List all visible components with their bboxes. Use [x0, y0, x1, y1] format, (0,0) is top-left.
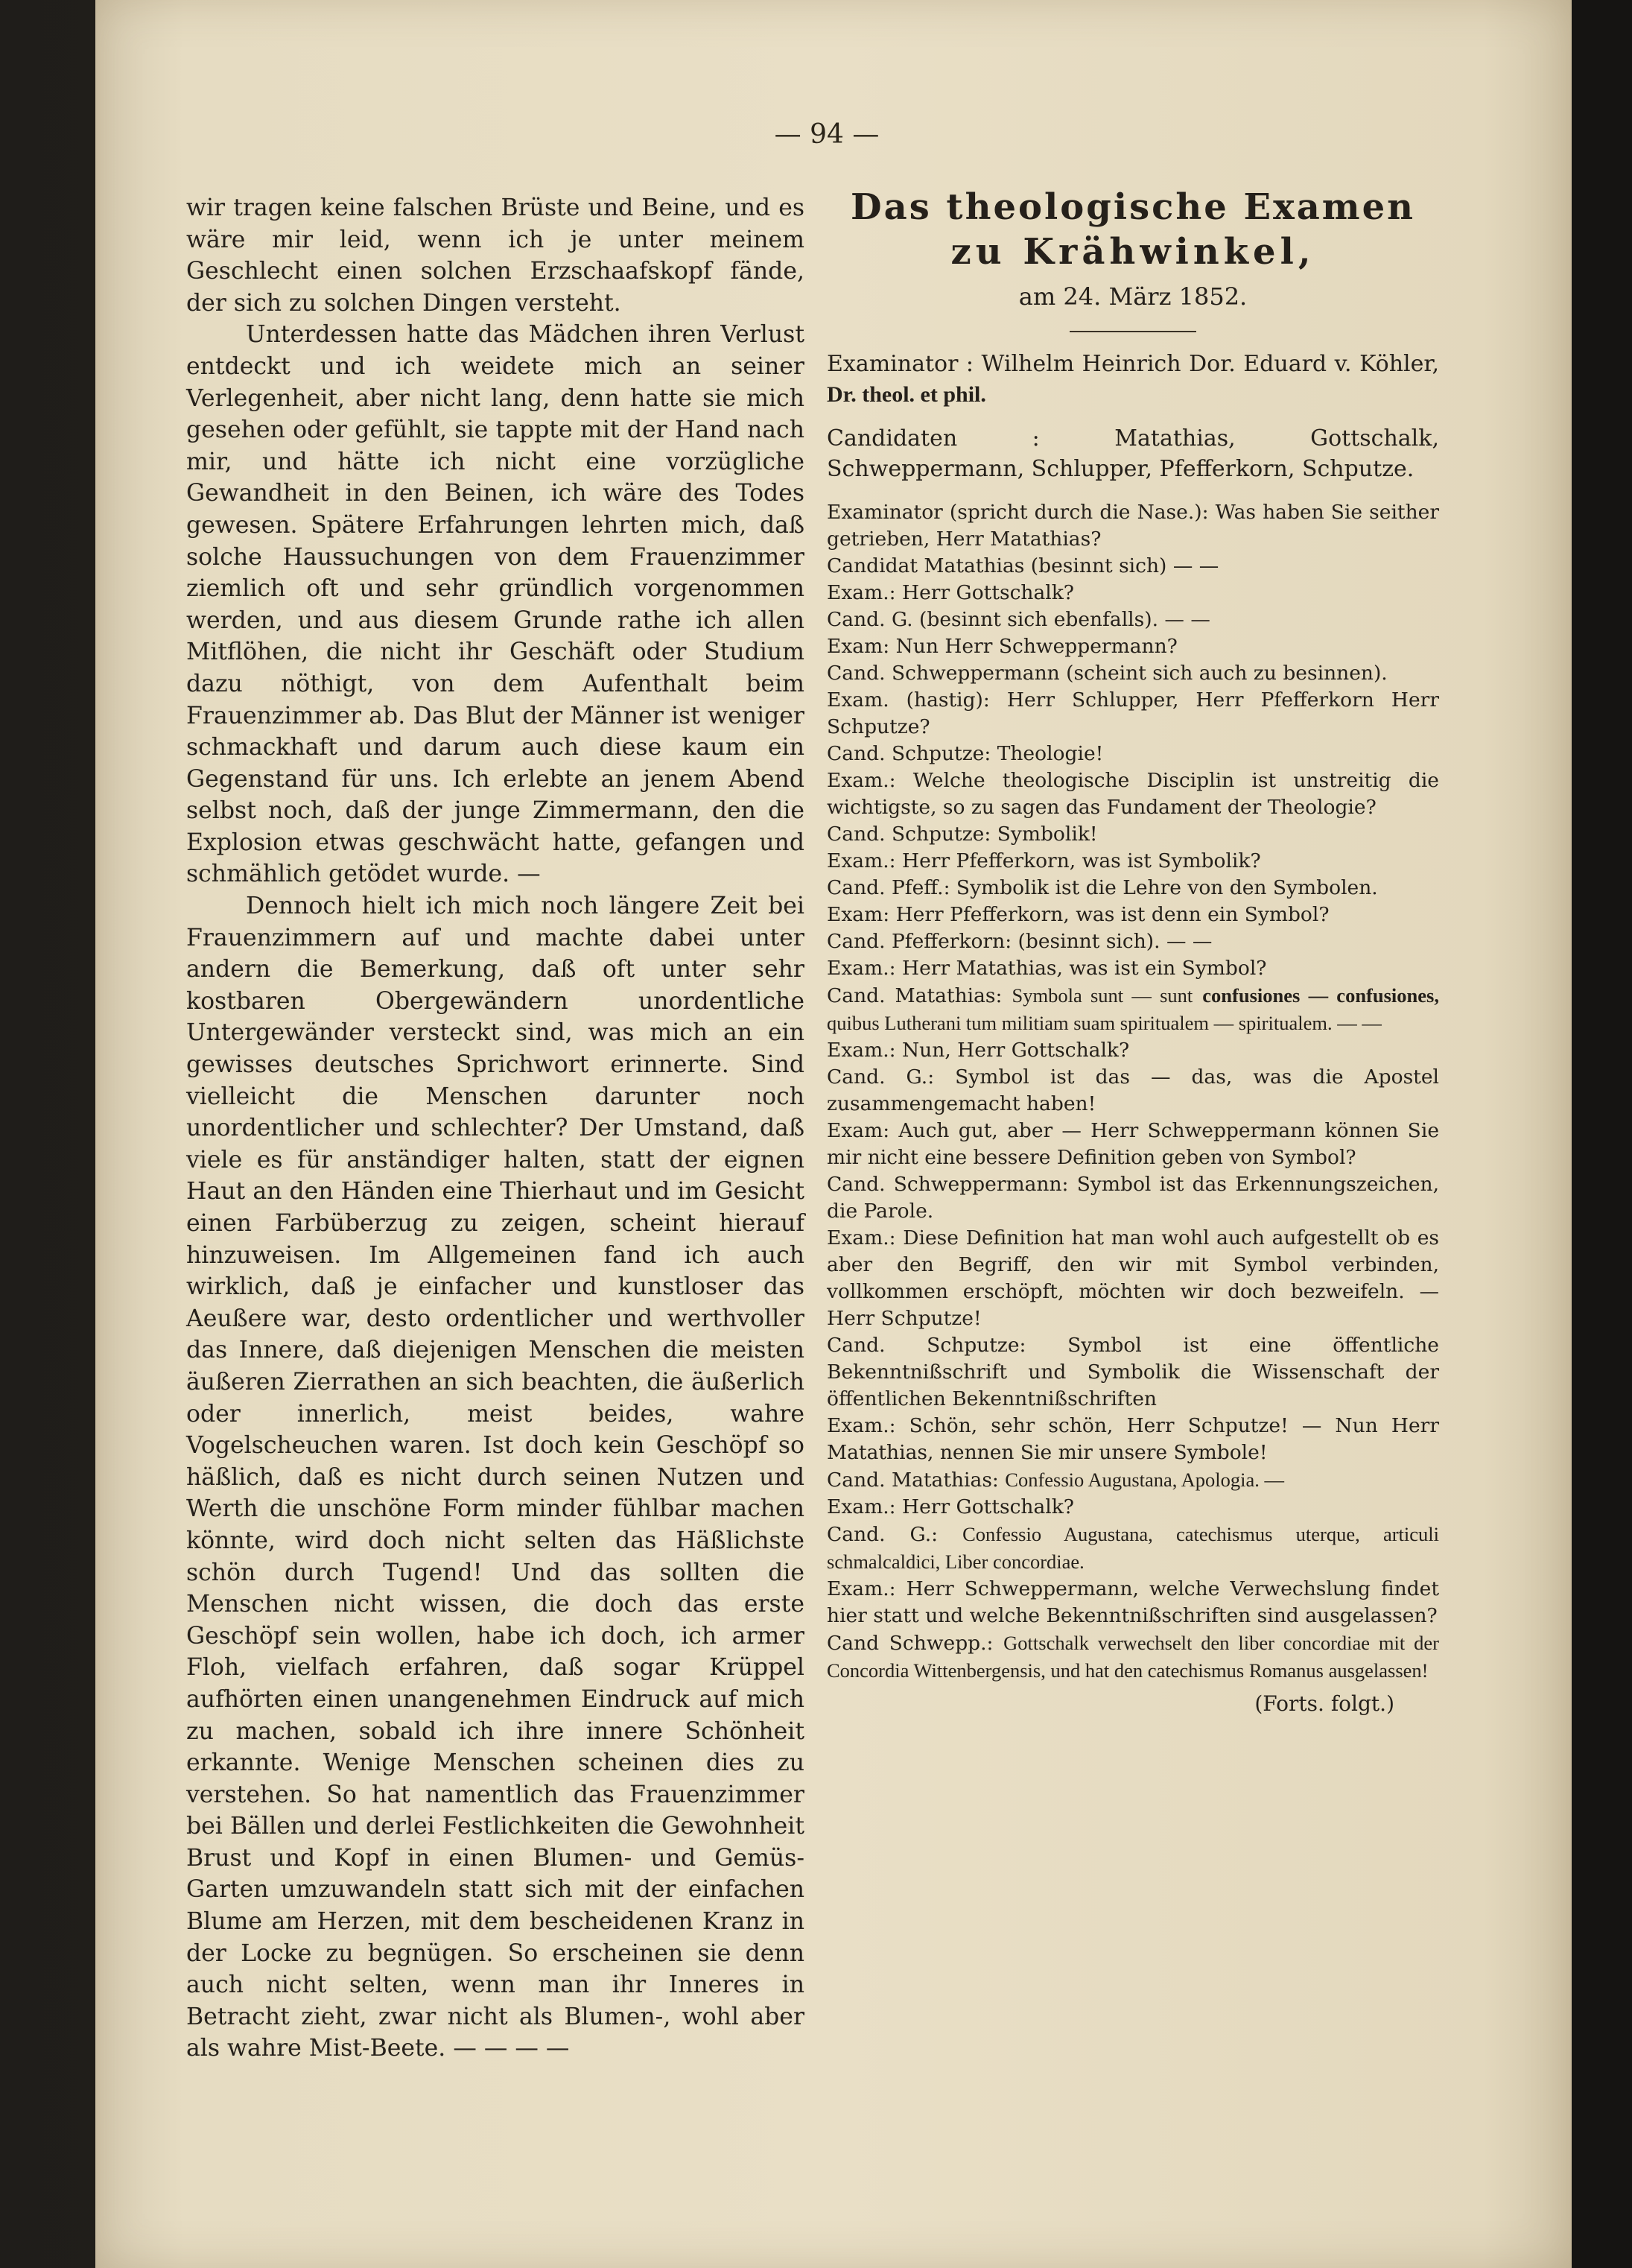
dialog-line: Exam. (hastig): Herr Schlupper, Herr Pfefferkorn Herr Schputze?: [827, 688, 1439, 738]
dialog-line: Cand. G. (besinnt sich ebenfalls). — —: [827, 608, 1210, 631]
examinator-label: Examinator :: [827, 351, 974, 377]
speaker: Cand. G.:: [827, 1523, 939, 1546]
dialog-line: Exam.: Diese Definition hat man wohl auch aufgestellt ob es aber den Begriff, den wir mit Symbol verbinden, vollkommen erschöpft, möchten wir doch bezweifeln. — Herr Schputze!: [827, 1226, 1439, 1330]
paragraph: Dennoch hielt ich mich noch längere Zeit bei Frauenzimmern auf und machte dabei unter andern die Bemerkung, daß oft unter sehr kostbaren Obergewändern unordentliche Untergewänder versteckt sind, was mich an ein gewisses deutsches Sprichwort erinnerte. Sind vielleicht die Menschen darunter noch unordentlicher und schlechter? Der Umstand, daß viele es für anständiger halten, statt der eignen Haut an den Händen eine Thierhaut und im Gesicht einen Farbüberzug zu zeigen, scheint hierauf hinzuweisen. Im Allgemeinen fand ich auch wirklich, daß je einfacher und kunstloser das Aeußere war, desto ordentlicher und werthvoller das Innere, daß diejenigen Menschen die meisten äußeren Zierrathen an sich beachten, die äußerlich oder innerlich, meist beides, wahre Vogelscheuchen waren. Ist doch kein Geschöpf so häßlich, daß es nicht durch seinen Nutzen und Werth die unschöne Form minder fühlbar machen könnte, wird doch nicht selten das Häßlichste schön durch Tugend! Und das sollten die Menschen nicht wissen, die doch das erste Geschöpf sein wollen, habe ich doch, ich armer Floh, vielfach erfahren, daß sogar Krüppel aufhörten einen unangenehmen Eindruck auf mich zu machen, sobald ich ihre innere Schönheit erkannte. Wenige Menschen scheinen dies zu verstehen. So hat namentlich das Frauenzimmer bei Bällen und derlei Festlichkeiten die Gewohnheit Brust und Kopf in einen Blumen- und Gemüs-Garten umzuwandeln statt sich mit der einfachen Blume am Herzen, mit dem bescheidenen Kranz in der Locke zu begnügen. So erscheinen sie denn auch nicht selten, wenn man ihr Inneres in Betracht zieht, zwar nicht als Blumen-, wohl aber als wahre Mist-Beete. — — — —: [186, 893, 804, 2062]
paragraph: Unterdessen hatte das Mädchen ihren Verlust entdeckt und ich weidete mich an seiner Verlegenheit, aber nicht lang, denn hatte sie mich gesehen oder gefühlt, sie tappte mit der Hand nach mir, und hätte ich nicht eine vorzügliche Gewandheit in den Beinen, ich wäre des Todes gewesen. Spätere Erfahrungen lehrten mich, daß solche Haussuchungen von dem Frauenzimmer ziemlich oft und sehr gründlich vorgenommen werden, und aus diesem Grunde rathe ich allen Mitflöhen, die nicht ihr Geschäft oder Studium dazu nöthigt, von dem Aufenthalt beim Frauenzimmer ab. Das Blut der Männer ist weniger schmackhaft und darum auch diese kaum ein Gegenstand für uns. Ich erlebte an jenem Abend selbst noch, daß der junge Zimmermann, den die Explosion etwas geschwächt hatte, gefangen und schmählich getödet wurde. —: [186, 321, 804, 888]
dialog-line: Exam.: Herr Gottschalk?: [827, 1495, 1075, 1518]
examinator-line: [827, 349, 1439, 410]
dialog-line: Exam.: Schön, sehr schön, Herr Schputze! — Nun Herr Matathias, nennen Sie mir unsere Symbole!: [827, 1414, 1439, 1464]
dialog-line: Cand. Schputze: Symbolik!: [827, 823, 1098, 846]
speaker: Cand Schwepp.:: [827, 1632, 994, 1655]
article-date: am 24. März 1852.: [1018, 282, 1248, 311]
page-edge-shadow: [1572, 0, 1632, 2268]
dialog-line: Exam.: Herr Schweppermann, welche Verwechslung findet hier statt und welche Bekenntnißschriften sind ausgelassen?: [827, 1577, 1439, 1627]
dialog-line: Exam.: Herr Matathias, was ist ein Symbol?: [827, 957, 1267, 980]
dialog-line: Cand. Schweppermann (scheint sich auch zu besinnen).: [827, 662, 1388, 685]
dialog-line-latin: [827, 1466, 1439, 1494]
dialog-line: Cand. Schputze: Theologie!: [827, 742, 1104, 765]
dialog-line: Cand. Pfefferkorn: (besinnt sich). — —: [827, 930, 1213, 953]
latin-text: Confessio Augustana, catechismus uterque, articuli schmalcaldici, Liber concordiae.: [827, 1523, 1439, 1573]
dialog-line: Candidat Matathias (besinnt sich) — —: [827, 554, 1219, 577]
dialog-line: Cand. Schweppermann: Symbol ist das Erkennungszeichen, die Parole.: [827, 1173, 1439, 1223]
latin-emphasis: confusiones — confusiones,: [1202, 984, 1439, 1007]
dialog-line: Exam: Nun Herr Schweppermann?: [827, 635, 1178, 658]
right-column: [827, 185, 1439, 1717]
latin-text: Confessio Augustana, Apologia. —: [1005, 1469, 1284, 1491]
dialog-line: Examinator (spricht durch die Nase.): Was haben Sie seither getrieben, Herr Matathias?: [827, 501, 1439, 551]
candidates-line: [827, 423, 1439, 484]
dialog-line: Cand. G.: Symbol ist das — das, was die Apostel zusammengemacht haben!: [827, 1065, 1439, 1115]
dialog-line-latin: [827, 1629, 1439, 1685]
continuation-note: (Forts. folgt.): [1254, 1691, 1394, 1716]
dialog-line: Exam: Herr Pfefferkorn, was ist denn ein Symbol?: [827, 903, 1330, 926]
dialog-line: Cand. Schputze: Symbol ist eine öffentliche Bekenntnißschrift und Symbolik die Wissenschaft der öffentlichen Bekenntnißschriften: [827, 1334, 1439, 1410]
dialog-line: Cand. Pfeff.: Symbolik ist die Lehre von den Symbolen.: [827, 876, 1378, 899]
candidates-label: Candidaten :: [827, 425, 1040, 452]
dialog-line: Exam.: Herr Pfefferkorn, was ist Symbolik?: [827, 849, 1261, 872]
dialog-line: Exam.: Herr Gottschalk?: [827, 581, 1075, 604]
left-column: [186, 192, 804, 2065]
latin-text: Symbola sunt — sunt: [1012, 984, 1193, 1007]
divider: [1070, 331, 1196, 332]
dialog-line: Exam.: Welche theologische Disciplin ist unstreitig die wichtigste, so zu sagen das Fundament der Theologie?: [827, 769, 1439, 819]
speaker: Cand. Matathias:: [827, 1469, 999, 1492]
candidates-names: Matathias, Gottschalk, Schweppermann, Schlupper, Pfefferkorn, Schputze.: [827, 425, 1439, 482]
paragraph: wir tragen keine falschen Brüste und Beine, und es wäre mir leid, wenn ich je unter meinem Geschlecht einen solchen Erzschaafskopf fände, der sich zu solchen Dingen versteht.: [186, 194, 804, 317]
dialog: [827, 499, 1439, 1685]
article-title-line2: zu Krähwinkel,: [950, 231, 1315, 273]
dialog-line: Exam.: Nun, Herr Gottschalk?: [827, 1039, 1130, 1062]
dialog-line-latin: [827, 1521, 1439, 1576]
dialog-line-latin: [827, 982, 1439, 1037]
latin-text: quibus Lutherani tum militiam suam spiritualem — spiritualem. — —: [827, 1012, 1382, 1034]
speaker: Cand. Matathias:: [827, 984, 1003, 1007]
article-title: Das theologische Examen: [850, 186, 1416, 228]
page-number: — 94 —: [774, 119, 880, 150]
dialog-line: Exam: Auch gut, aber — Herr Schweppermann können Sie mir nicht eine bessere Definition geben von Symbol?: [827, 1119, 1439, 1169]
examinator-degree: Dr. theol. et phil.: [827, 382, 986, 407]
latin-text: Gottschalk verwechselt den liber concordiae mit der Concordia Wittenbergensis, und hat den catechismus Romanus ausgelassen!: [827, 1632, 1439, 1682]
examinator-name: Wilhelm Heinrich Dor. Eduard v. Köhler,: [981, 351, 1439, 377]
